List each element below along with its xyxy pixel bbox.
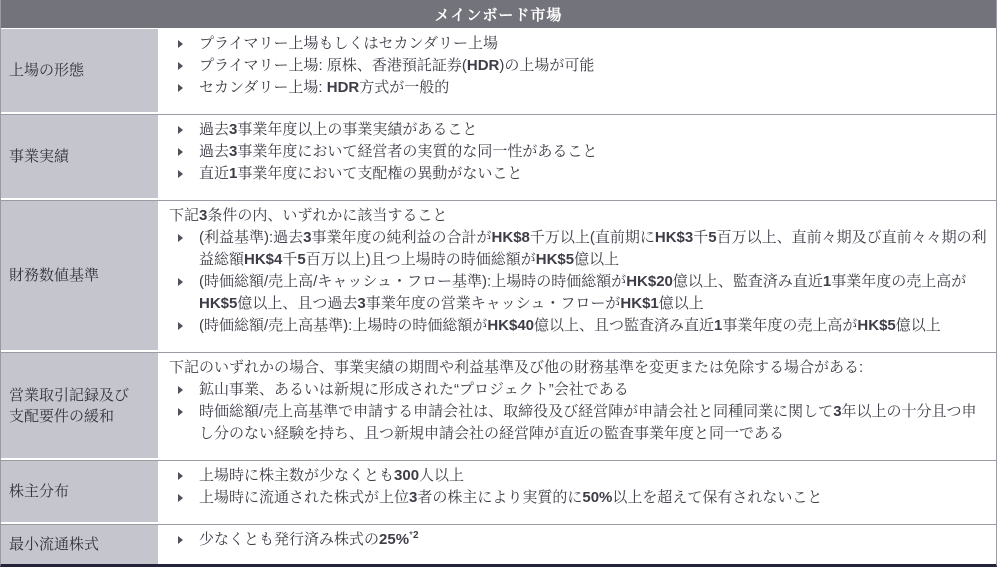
bullet-item xyxy=(167,77,990,99)
bullet-triangle-icon xyxy=(178,536,183,544)
row-label: 営業取引記録及び支配要件の緩和 xyxy=(9,386,130,425)
item-text: 下記のいずれかの場合、事業実績の期間や利益基準及び他の財務基準を変更または免除する場合がある: xyxy=(169,359,864,376)
row-label: 上場の形態 xyxy=(9,62,85,79)
table-row xyxy=(1,524,996,564)
bullet-item xyxy=(167,55,990,77)
row-label-cell xyxy=(1,525,161,564)
bullet-item xyxy=(167,163,990,185)
bullet-triangle-icon xyxy=(178,62,183,70)
table-row xyxy=(1,460,996,522)
row-content-cell xyxy=(161,115,996,198)
bullet-triangle-icon xyxy=(178,322,183,330)
row-label-cell xyxy=(1,461,161,522)
table-row xyxy=(1,114,996,198)
table-row xyxy=(1,352,996,458)
bullet-item xyxy=(167,33,990,55)
bullet-item xyxy=(167,487,990,509)
item-text: (時価総額/売上高基準):上場時の時価総額がHK$40億以上、且つ監査済み直近1事業年度の売上高がHK$5億以上 xyxy=(199,317,941,334)
item-text: 鉱山事業、あるいは新規に形成された“プロジェクト”会社である xyxy=(199,381,629,398)
bullet-triangle-icon xyxy=(178,126,183,134)
bullet-triangle-icon xyxy=(178,40,183,48)
row-label-cell xyxy=(1,115,161,198)
table-row xyxy=(1,200,996,350)
bullet-triangle-icon xyxy=(178,278,183,286)
row-label-cell xyxy=(1,201,161,350)
item-text: 少なくとも発行済み株式の25%$^{*2}$ xyxy=(199,530,419,548)
bullet-triangle-icon xyxy=(178,170,183,178)
item-text: (利益基準):過去3事業年度の純利益の合計がHK$8千万以上(直前期にHK$3千5百万以上、直前々期及び直前々々期の利益総額HK$4千5百万以上)且つ上場時の時価総額がHK$5億以上 xyxy=(199,229,987,268)
item-text: 上場時に流通された株式が上位3者の株主により実質的に50%以上を超えて保有されないこと xyxy=(199,489,823,506)
bullet-triangle-icon xyxy=(178,386,183,394)
bullet-item xyxy=(167,379,990,401)
footnote-marker: *2 xyxy=(409,530,419,541)
row-label: 財務数値基準 xyxy=(9,267,100,284)
bullet-item xyxy=(167,141,990,163)
bullet-item xyxy=(167,227,990,271)
table-body xyxy=(1,29,996,564)
item-text: プライマリー上場もしくはセカンダリー上場 xyxy=(199,35,498,52)
table-row xyxy=(1,29,996,112)
intro-text xyxy=(167,357,990,379)
table-title: メインボード市場 xyxy=(434,6,563,24)
item-text: 過去3事業年度において経営者の実質的な同一性があること xyxy=(199,143,598,160)
item-text: セカンダリー上場: HDR方式が一般的 xyxy=(199,79,450,96)
item-text: 上場時に株主数が少なくとも300人以上 xyxy=(199,467,465,484)
item-text: プライマリー上場: 原株、香港預託証券(HDR)の上場が可能 xyxy=(199,57,595,74)
bullet-item xyxy=(167,401,990,445)
row-content-cell xyxy=(161,461,996,522)
bullet-triangle-icon xyxy=(178,494,183,502)
bullet-item xyxy=(167,119,990,141)
bullet-triangle-icon xyxy=(178,148,183,156)
row-label: 事業実績 xyxy=(9,148,70,165)
bullet-item xyxy=(167,271,990,315)
bullet-item xyxy=(167,315,990,337)
intro-text xyxy=(167,205,990,227)
row-label: 最小流通株式 xyxy=(9,536,100,553)
row-content-cell xyxy=(161,525,996,564)
bullet-triangle-icon xyxy=(178,408,183,416)
row-content-cell xyxy=(161,353,996,458)
row-label-cell xyxy=(1,29,161,112)
bullet-triangle-icon xyxy=(178,472,183,480)
row-content-cell xyxy=(161,29,996,112)
bullet-item xyxy=(167,465,990,487)
item-text: 下記3条件の内、いずれかに該当すること xyxy=(169,207,448,224)
item-text: (時価総額/売上高/キャッシュ・フロー基準):上場時の時価総額がHK$20億以上、監査済み直近1事業年度の売上高がHK$5億以上、且つ過去3事業年度の営業キャッシュ・フローがHK$1億以上 xyxy=(199,273,967,312)
item-text: 時価総額/売上高基準で申請する申請会社は、取締役及び経営陣が申請会社と同種同業に関して3年以上の十分且つ申し分のない経験を持ち、且つ新規申請会社の経営陣が直近の監査事業年度と同一である xyxy=(199,403,977,442)
bullet-triangle-icon xyxy=(178,84,183,92)
bullet-item xyxy=(167,529,990,551)
item-text: 過去3事業年度以上の事業実績があること xyxy=(199,121,478,138)
row-content-cell xyxy=(161,201,996,350)
row-label-cell xyxy=(1,353,161,458)
table-header xyxy=(1,0,996,29)
row-label: 株主分布 xyxy=(9,483,70,500)
item-text: 直近1事業年度において支配権の異動がないこと xyxy=(199,165,523,182)
bullet-triangle-icon xyxy=(178,234,183,242)
